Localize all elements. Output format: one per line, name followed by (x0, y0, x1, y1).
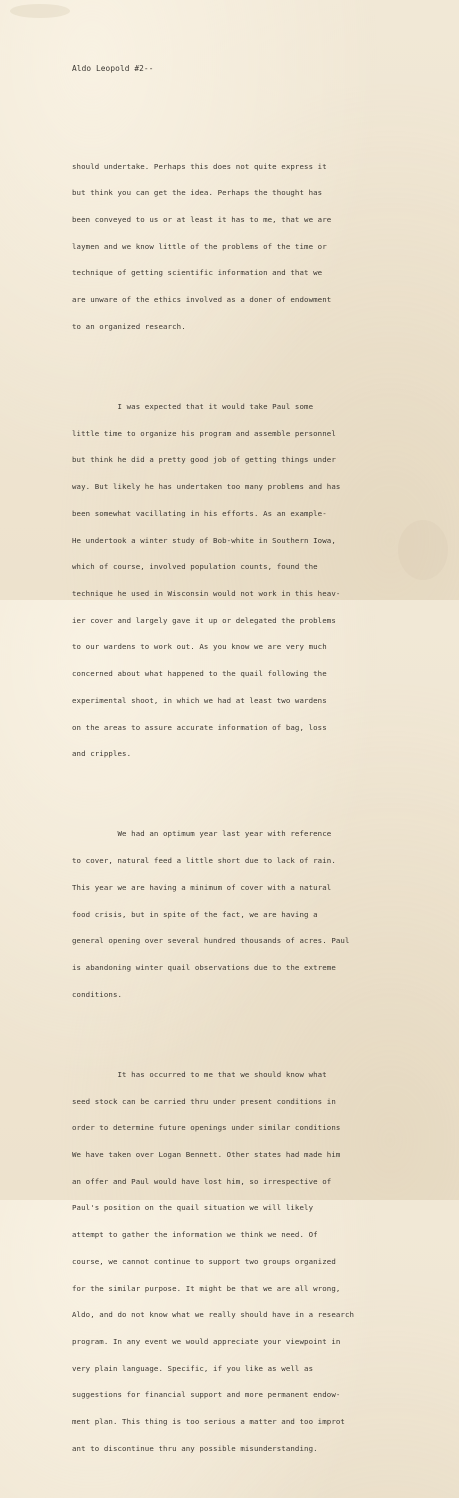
text-line: which of course, involved population counts, found the (72, 562, 318, 572)
text-line: to an organized research. (72, 321, 186, 331)
text-line: should undertake. Perhaps this does not quite express it (72, 161, 327, 171)
text-line: but think he did a pretty good job of getting things under (72, 455, 336, 465)
paragraph-3 (72, 813, 432, 1018)
text-line: ant to discontinue thru any possible misunderstanding. (72, 1443, 318, 1453)
paper-stain (10, 4, 70, 18)
text-line: program. In any event we would appreciate your viewpoint in (72, 1336, 341, 1346)
text-line: We have taken over Logan Bennett. Other states had made him (72, 1150, 341, 1160)
text-line: I was expected that it would take Paul some (72, 402, 314, 412)
paragraph-2 (72, 385, 432, 777)
text-line: We had an optimum year last year with reference (72, 829, 332, 839)
text-line: technique he used in Wisconsin would not work in this heav- (72, 589, 341, 598)
text-line: general opening over several hundred thousands of acres. Paul (72, 936, 350, 946)
letter-header: Aldo Leopold #2-- (72, 64, 154, 73)
letter-body (72, 127, 432, 1498)
text-line: Paul's position on the quail situation we will likely (72, 1203, 314, 1213)
text-line: It has occurred to me that we should know what (72, 1069, 327, 1079)
paragraph-1 (72, 145, 432, 350)
text-line: and cripples. (72, 749, 132, 759)
text-line: suggestions for financial support and more permanent endow- (72, 1390, 341, 1400)
text-line: very plain language. Specific, if you like as well as (72, 1363, 314, 1373)
text-line: course, we cannot continue to support two groups organized (72, 1256, 336, 1266)
text-line: order to determine future openings under similar conditions (72, 1123, 341, 1133)
text-line: seed stock can be carried thru under present conditions in (72, 1096, 336, 1106)
text-line: way. But likely he has undertaken too many problems and has (72, 482, 341, 492)
text-line: laymen and we know little of the problems of the time or (72, 241, 327, 251)
text-line: food crisis, but in spite of the fact, we are having a (72, 909, 318, 919)
text-line: Aldo, and do not know what we really should have in a research (72, 1310, 355, 1320)
text-line: technique of getting scientific information and that we (72, 268, 323, 278)
text-line: to our wardens to work out. As you know we are very much (72, 642, 327, 652)
text-line: for the similar purpose. It might be that we are all wrong, (72, 1283, 341, 1293)
text-line: are unware of the ethics involved as a doner of endowment (72, 295, 332, 305)
text-line: concerned about what happened to the quail following the (72, 669, 327, 679)
text-line: This year we are having a minimum of cover with a natural (72, 882, 332, 892)
text-line: is abandoning winter quail observations due to the extreme (72, 962, 336, 972)
text-line: experimental shoot, in which we had at least two wardens (72, 695, 327, 705)
text-line: ment plan. This thing is too serious a matter and too improt (72, 1417, 345, 1427)
text-line: an offer and Paul would have lost him, so irrespective of (72, 1176, 332, 1186)
text-line: to cover, natural feed a little short due to lack of rain. (72, 856, 336, 866)
text-line: but think you can get the idea. Perhaps the thought has (72, 188, 323, 198)
text-line: He undertook a winter study of Bob-white in Southern Iowa, (72, 535, 336, 545)
text-line: been conveyed to us or at least it has to me, that we are (72, 215, 332, 225)
text-line: been somewhat vacillating in his efforts. As an example- (72, 508, 327, 518)
text-line: ier cover and largely gave it up or delegated the problems (72, 615, 336, 625)
text-line: attempt to gather the information we think we need. Of (72, 1230, 318, 1240)
paragraph-4 (72, 1053, 432, 1471)
text-line: on the areas to assure accurate information of bag, loss (72, 722, 327, 732)
text-line: conditions. (72, 989, 123, 999)
text-line: little time to organize his program and assemble personnel (72, 428, 336, 438)
